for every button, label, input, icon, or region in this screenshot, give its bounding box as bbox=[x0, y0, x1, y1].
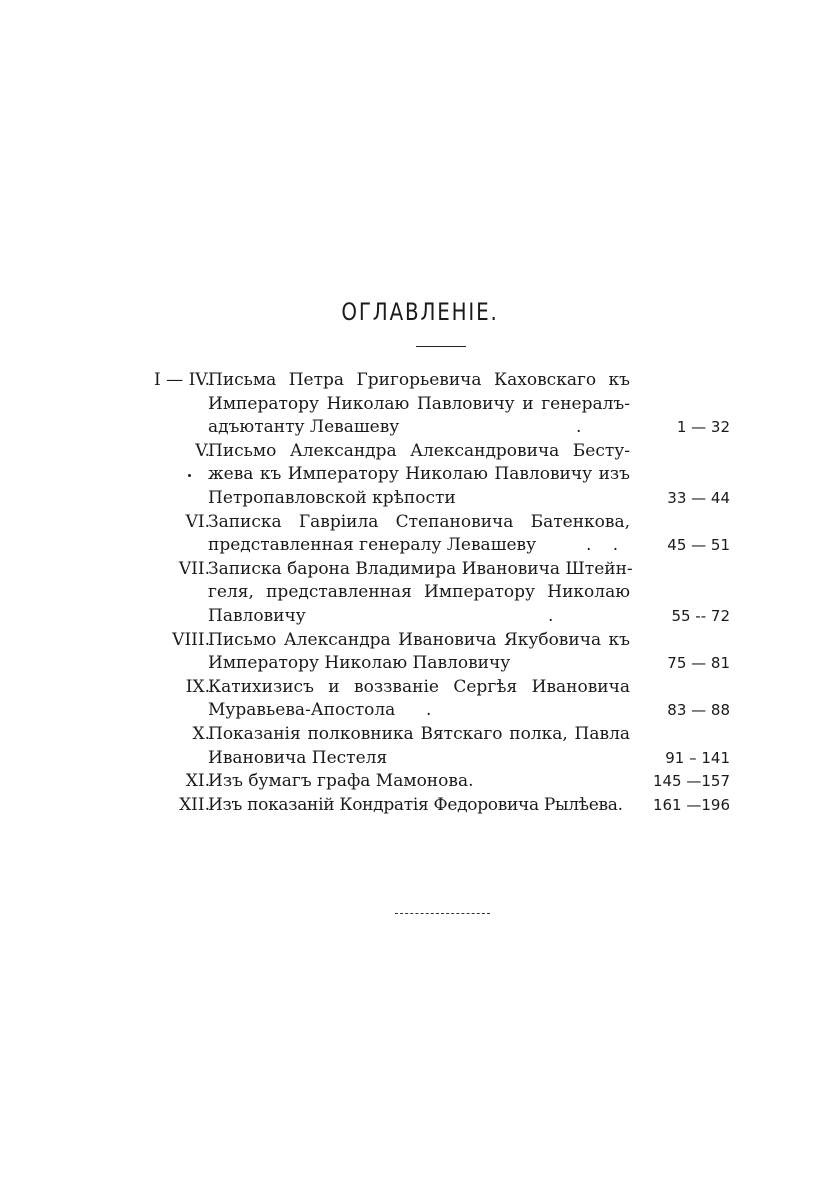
entry-number: XII. bbox=[179, 794, 210, 815]
toc-entry[interactable] bbox=[154, 369, 730, 440]
entry-pages: 45 — 51 bbox=[667, 536, 730, 555]
leader-dots: . . bbox=[586, 535, 627, 556]
entry-title-line: Муравьева-Апостола bbox=[208, 700, 396, 721]
entry-title-line: Записка барона Владимира Ивановича Штейн- bbox=[208, 558, 633, 579]
leader-dots: . bbox=[576, 417, 582, 438]
entry-number: VI. bbox=[185, 511, 210, 532]
end-divider bbox=[395, 913, 490, 914]
toc-entry[interactable] bbox=[158, 558, 730, 629]
entry-number: VIII. bbox=[172, 629, 210, 650]
toc-entry[interactable] bbox=[158, 676, 730, 723]
entry-title-line: Павловичу bbox=[208, 605, 306, 626]
entry-pages: 55 -- 72 bbox=[671, 606, 730, 625]
entry-title-line: Петропавловской крѣпости bbox=[208, 487, 456, 508]
entry-pages: 161 —196 bbox=[652, 795, 730, 814]
entry-number: V. bbox=[195, 440, 210, 461]
toc-entry[interactable] bbox=[158, 511, 730, 558]
entry-pages: 1 — 32 bbox=[676, 418, 730, 437]
entry-pages: 75 — 81 bbox=[667, 654, 730, 673]
toc-entry[interactable] bbox=[158, 770, 730, 794]
entry-title-line: Катихизисъ и воззванiе Сергѣя Ивановича bbox=[208, 676, 630, 697]
entry-title-line: адъютанту Левашеву bbox=[208, 417, 400, 438]
entry-number: IX. bbox=[185, 676, 210, 697]
entry-title-line: Ивановича Пестеля bbox=[208, 747, 388, 768]
toc-entry[interactable] bbox=[158, 794, 730, 818]
entry-title-line: Изъ бумагъ графа Мамонова. bbox=[208, 771, 474, 792]
entry-title-line: геля, представленная Императору Николаю bbox=[208, 582, 630, 603]
leader-dots: . bbox=[548, 605, 554, 626]
entry-title-line: Письмо Александра Ивановича Якубовича къ bbox=[208, 629, 630, 650]
entry-pages: 83 — 88 bbox=[667, 701, 730, 720]
toc-entry[interactable] bbox=[158, 629, 730, 676]
entry-number: I — IV. bbox=[154, 370, 210, 390]
table-of-contents bbox=[154, 369, 730, 817]
entry-title-line: представленная генералу Левашеву bbox=[208, 535, 537, 556]
entry-title-line: Императору Николаю Павловичу и генералъ- bbox=[208, 393, 630, 414]
page-title: ОГЛАВЛЕНІЕ. bbox=[341, 298, 499, 326]
toc-entry[interactable] bbox=[158, 723, 730, 770]
entry-pages: 91 – 141 bbox=[665, 748, 730, 767]
toc-entry[interactable] bbox=[158, 440, 730, 511]
entry-title-line: жева къ Императору Николаю Павловичу изъ bbox=[208, 464, 630, 485]
entry-title-line: Записка Гаврiила Степановича Батенкова, bbox=[208, 511, 630, 532]
entry-pages: 33 — 44 bbox=[667, 488, 730, 507]
entry-number: X. bbox=[192, 723, 210, 744]
entry-title-line: Письмо Александра Александровича Бесту- bbox=[208, 440, 630, 461]
entry-title-line: Изъ показанiй Кондратiя Федоровича Рылѣева. bbox=[208, 794, 623, 815]
title-divider bbox=[416, 346, 466, 347]
leader-dots: . bbox=[426, 700, 432, 721]
entry-title-line: Императору Николаю Павловичу bbox=[208, 653, 511, 674]
entry-number: VII. bbox=[178, 558, 210, 579]
entry-pages: 145 —157 bbox=[652, 772, 730, 791]
entry-title-line: Показанiя полковника Вятскаго полка, Павла bbox=[208, 723, 630, 744]
entry-title-line: Письма Петра Григорьевича Каховскаго къ bbox=[208, 370, 630, 390]
entry-number: XI. bbox=[185, 771, 210, 792]
